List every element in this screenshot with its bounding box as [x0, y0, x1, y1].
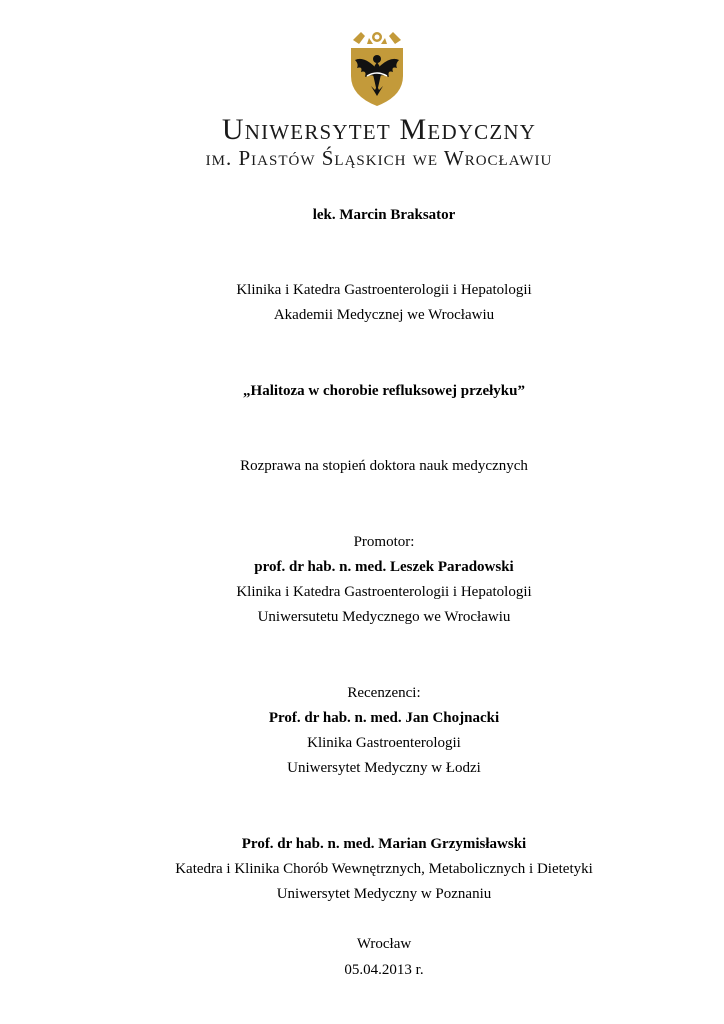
place: Wrocław	[356, 936, 412, 952]
university-subname: im. Piastów Śląskich we Wrocławiu	[205, 146, 553, 170]
emblem-top-ornaments	[353, 32, 401, 44]
university-name: Uniwersytet Medyczny	[221, 113, 537, 146]
author-name: lek. Marcin Braksator	[312, 207, 456, 223]
thesis-type: Rozprawa na stopień doktora nauk medycznych	[240, 458, 528, 474]
reviewers-label: Recenzenci:	[347, 685, 421, 701]
reviewer-1-affiliation-line2: Uniwersytet Medyczny w Łodzi	[287, 760, 481, 776]
reviewer-1-affiliation-line1: Klinika Gastroenterologii	[307, 735, 461, 751]
reviewer-2-name: Prof. dr hab. n. med. Marian Grzymisławski	[241, 836, 527, 852]
promotor-affiliation-line1: Klinika i Katedra Gastroenterologii i Hepatologii	[236, 584, 532, 600]
thesis-title: „Halitoza w chorobie refluksowej przełyku”	[243, 383, 525, 399]
reviewer-2-affiliation-line2: Uniwersytet Medyczny w Poznaniu	[276, 886, 492, 902]
promotor-affiliation-line2: Uniwersutetu Medycznego we Wrocławiu	[257, 609, 511, 625]
institution-line2: Akademii Medycznej we Wrocławiu	[273, 307, 495, 323]
date: 05.04.2013 r.	[344, 962, 424, 978]
promotor-name: prof. dr hab. n. med. Leszek Paradowski	[254, 559, 514, 575]
reviewer-1-name: Prof. dr hab. n. med. Jan Chojnacki	[268, 710, 500, 726]
reviewer-2-affiliation-line1: Katedra i Klinika Chorób Wewnętrznych, Metabolicznych i Dietetyki	[175, 861, 593, 877]
promotor-label: Promotor:	[353, 534, 415, 550]
institution-line1: Klinika i Katedra Gastroenterologii i Hepatologii	[236, 282, 532, 298]
university-emblem-icon	[347, 30, 407, 108]
